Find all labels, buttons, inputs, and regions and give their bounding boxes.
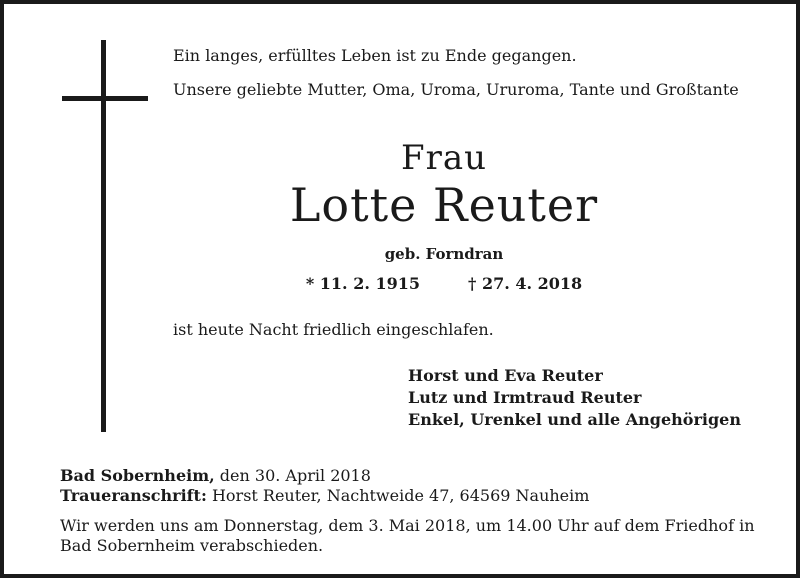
birth-date: * 11. 2. 1915 [305, 274, 420, 293]
mourner-3: Enkel, Urenkel und alle Angehörigen [408, 410, 741, 429]
death-date: † 27. 4. 2018 [468, 274, 583, 293]
address-line [60, 486, 589, 506]
farewell-line-2: Bad Sobernheim verabschieden. [60, 536, 324, 555]
address-label: Traueranschrift: [60, 486, 207, 505]
intro-line-1: Ein langes, erfülltes Leben ist zu Ende gegangen. [173, 46, 577, 65]
deceased-name: Lotte Reuter [289, 178, 599, 232]
place-label: Bad Sobernheim, [60, 466, 215, 485]
life-dates [4, 274, 800, 294]
mourner-1: Horst und Eva Reuter [408, 366, 603, 385]
mourner-2: Lutz und Irmtraud Reuter [408, 388, 642, 407]
deceased-title: Frau [400, 138, 487, 178]
maiden-name: geb. Forndran [384, 245, 504, 263]
intro-line-2: Unsere geliebte Mutter, Oma, Uroma, Ururoma, Tante und Großtante [173, 80, 739, 99]
farewell-line-1: Wir werden uns am Donnerstag, dem 3. Mai 2018, um 14.00 Uhr auf dem Friedhof in [60, 516, 755, 535]
passed-text: ist heute Nacht friedlich eingeschlafen. [173, 320, 494, 339]
cross-icon-bar [62, 96, 148, 101]
place-date: den 30. April 2018 [219, 466, 371, 485]
address-text: Horst Reuter, Nachtweide 47, 64569 Nauheim [211, 486, 590, 505]
place-date-line [60, 466, 371, 486]
